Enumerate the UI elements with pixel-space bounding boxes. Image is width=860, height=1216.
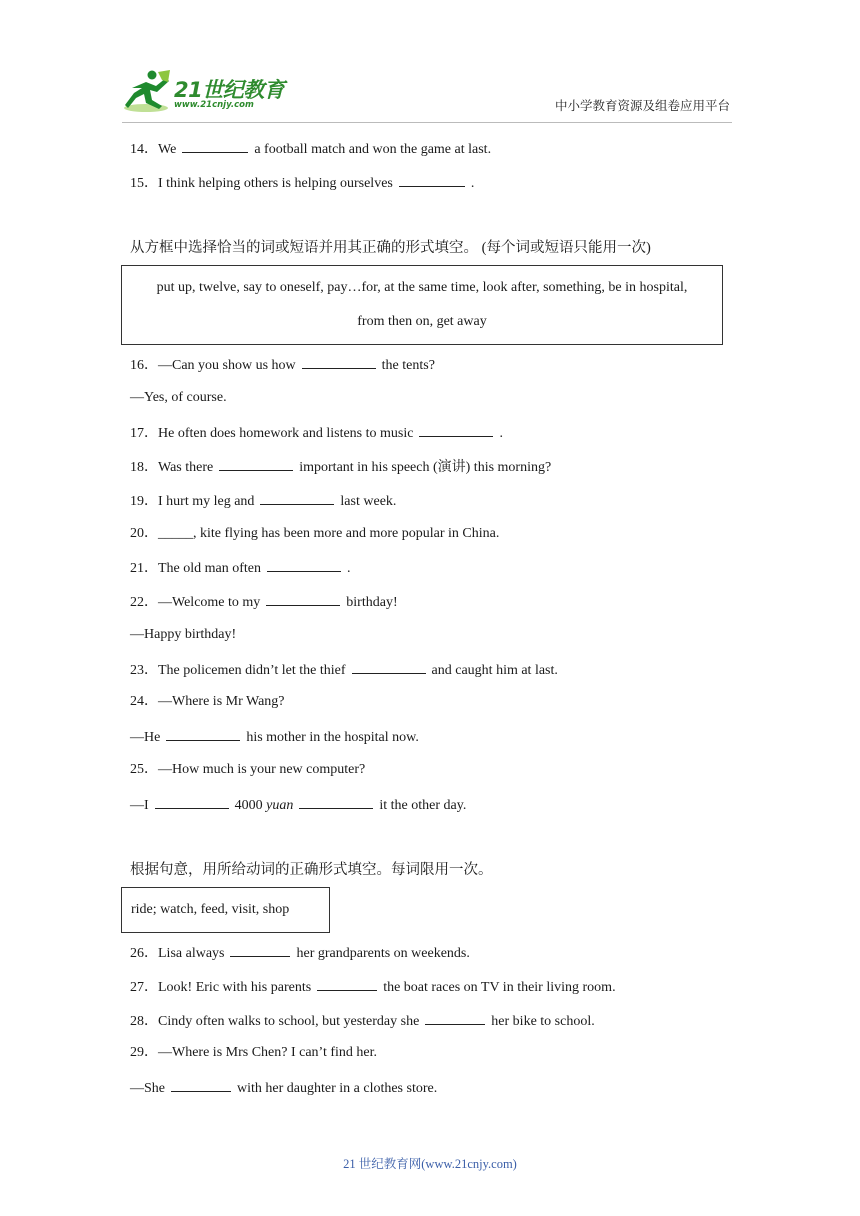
site-logo: [122, 68, 292, 116]
question-22-answer: —Happy birthday!: [130, 627, 237, 642]
question-26: 26．Lisa always her grandparents on weekends.: [130, 942, 470, 964]
question-19: 19．I hurt my leg and last week.: [130, 490, 396, 512]
question-text: a football match and won the game at last.: [254, 142, 492, 157]
platform-name: 中小学教育资源及组卷应用平台: [554, 99, 730, 113]
question-16: 16．—Can you show us how the tents?: [130, 354, 435, 376]
question-text: We: [158, 142, 177, 157]
answer-blank[interactable]: [425, 1010, 485, 1025]
answer-blank[interactable]: [267, 557, 341, 572]
answer-blank[interactable]: [230, 942, 290, 957]
question-21: 21．The old man often .: [130, 557, 351, 579]
question-20: 20．_____, kite flying has been more and more popular in China.: [130, 526, 500, 541]
runner-logo-icon: [122, 68, 174, 114]
logo-url: www.21cnjy.com: [174, 100, 254, 110]
logo-text: 21世纪教育: [174, 78, 285, 102]
question-28: 28．Cindy often walks to school, but yesterday she her bike to school.: [130, 1010, 595, 1032]
question-number: 15．: [130, 176, 158, 191]
section-2-instruction: 从方框中选择恰当的词或短语并用其正确的形式填空。 (每个词或短语只能用一次): [130, 240, 651, 256]
page-footer[interactable]: 21 世纪教育网(www.21cnjy.com): [343, 1157, 517, 1171]
page-header: [0, 0, 860, 125]
question-18: 18．Was there important in his speech (演讲) this morning?: [130, 456, 551, 478]
answer-blank[interactable]: [182, 138, 248, 153]
question-number: 14．: [130, 142, 158, 157]
question-22: 22．—Welcome to my birthday!: [130, 591, 398, 613]
question-27: 27．Look! Eric with his parents the boat races on TV in their living room.: [130, 976, 616, 998]
answer-blank[interactable]: [260, 490, 334, 505]
question-16-answer: —Yes, of course.: [130, 390, 227, 405]
word-bank-line-1: put up, twelve, say to oneself, pay…for, at the same time, look after, something, be in hospital,: [156, 280, 688, 295]
question-text: I think helping others is helping ourselves: [158, 176, 393, 191]
word-bank-line-2: from then on, get away: [357, 314, 487, 329]
answer-blank[interactable]: [299, 794, 373, 809]
answer-blank[interactable]: [219, 456, 293, 471]
answer-blank[interactable]: [155, 794, 229, 809]
answer-blank[interactable]: [317, 976, 377, 991]
question-29-answer: —She with her daughter in a clothes store.: [130, 1077, 437, 1099]
question-25-answer: —I 4000 yuan it the other day.: [130, 794, 466, 816]
question-17: 17．He often does homework and listens to music .: [130, 422, 503, 444]
question-24: 24．—Where is Mr Wang?: [130, 694, 285, 709]
question-23: 23．The policemen didn’t let the thief and caught him at last.: [130, 659, 558, 681]
answer-blank[interactable]: _____: [158, 526, 193, 541]
verb-bank-box: [121, 887, 330, 933]
header-divider: [122, 122, 732, 123]
answer-blank[interactable]: [171, 1077, 231, 1092]
word-bank-box: [121, 265, 723, 345]
answer-blank[interactable]: [166, 726, 240, 741]
verb-bank-words: ride; watch, feed, visit, shop: [131, 902, 290, 917]
question-text: .: [470, 176, 475, 191]
question-29: 29．—Where is Mrs Chen? I can’t find her.: [130, 1045, 378, 1060]
answer-blank[interactable]: [399, 172, 465, 187]
answer-blank[interactable]: [352, 659, 426, 674]
answer-blank[interactable]: [302, 354, 376, 369]
question-25: 25．—How much is your new computer?: [130, 762, 366, 777]
question-15: [130, 172, 474, 194]
answer-blank[interactable]: [266, 591, 340, 606]
question-24-answer: —He his mother in the hospital now.: [130, 726, 419, 748]
question-14: [130, 138, 491, 160]
section-3-instruction: 根据句意，用所给动词的正确形式填空。每词限用一次。: [130, 862, 493, 878]
answer-blank[interactable]: [419, 422, 493, 437]
